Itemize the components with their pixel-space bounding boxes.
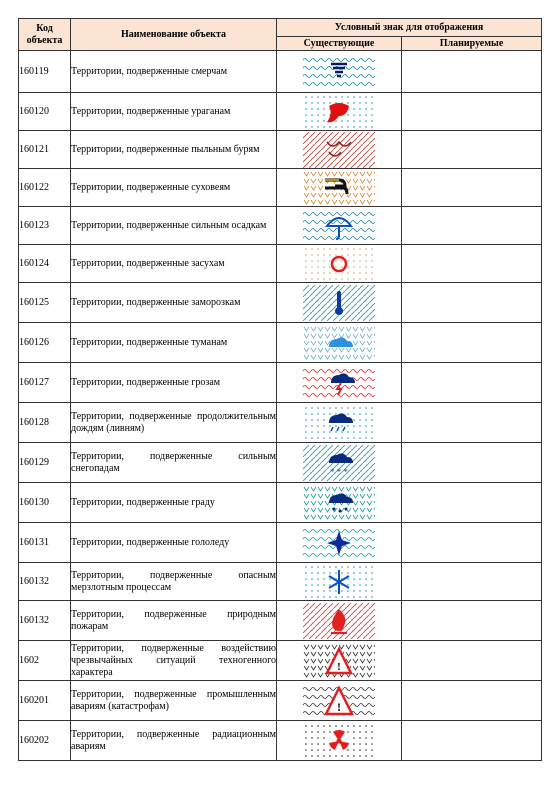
planned-symbol (402, 403, 542, 443)
table-row (19, 363, 542, 403)
existing-symbol (277, 601, 402, 641)
object-name: Территории, подверженные граду (71, 483, 277, 523)
tornado-icon (303, 54, 375, 90)
object-name: Территории, подверженные смерчам (71, 51, 277, 93)
planned-symbol (402, 641, 542, 681)
planned-symbol (402, 51, 542, 93)
object-name: Территории, подверженные туманам (71, 323, 277, 363)
object-code: 160123 (19, 207, 71, 245)
table-row (19, 207, 542, 245)
object-code: 160131 (19, 523, 71, 563)
planned-symbol (402, 245, 542, 283)
existing-symbol (277, 363, 402, 403)
planned-symbol (402, 323, 542, 363)
table-row (19, 131, 542, 169)
object-code: 160132 (19, 601, 71, 641)
object-code: 160201 (19, 681, 71, 721)
existing-symbol (277, 131, 402, 169)
planned-symbol (402, 93, 542, 131)
planned-symbol (402, 721, 542, 761)
snow-cloud-icon (303, 445, 375, 481)
object-name: Территории, подверженные воздействию чрезвычайных ситуаций техногенного характера (71, 641, 277, 681)
object-code: 160122 (19, 169, 71, 207)
svg-text:* * *: * * * (330, 466, 348, 477)
existing-symbol (277, 169, 402, 207)
object-name: Территории, подверженные опасным мерзлотным процессам (71, 563, 277, 601)
existing-symbol (277, 323, 402, 363)
planned-symbol (402, 283, 542, 323)
svg-text:!: ! (337, 660, 341, 673)
table-row (19, 403, 542, 443)
planned-symbol (402, 363, 542, 403)
existing-symbol (277, 283, 402, 323)
table-row (19, 563, 542, 601)
existing-symbol (277, 403, 402, 443)
table-row (19, 443, 542, 483)
object-name: Территории, подверженные сильным осадкам (71, 207, 277, 245)
umbrella-icon (303, 208, 375, 244)
header-symbol: Условный знак для отображения (277, 19, 542, 37)
planned-symbol (402, 681, 542, 721)
dry-wind-icon (303, 170, 375, 206)
table-row (19, 641, 542, 681)
thunderstorm-icon (303, 365, 375, 401)
table-row (19, 323, 542, 363)
planned-symbol (402, 131, 542, 169)
industrial-warning-icon (303, 683, 375, 719)
object-name: Территории, подверженные радиационным авариям (71, 721, 277, 761)
existing-symbol (277, 93, 402, 131)
object-name: Территории, подверженные промышленным авариям (катастрофам) (71, 681, 277, 721)
ice-star-icon (303, 525, 375, 561)
object-name: Территории, подверженные природным пожарам (71, 601, 277, 641)
fog-cloud-icon (303, 325, 375, 361)
object-code: 160202 (19, 721, 71, 761)
table-row (19, 601, 542, 641)
object-code: 160124 (19, 245, 71, 283)
snowflake-icon (303, 564, 375, 600)
object-name: Территории, подверженные продолжительным дождям (ливням) (71, 403, 277, 443)
rain-cloud-icon (303, 405, 375, 441)
existing-symbol (277, 51, 402, 93)
planned-symbol (402, 207, 542, 245)
table-row (19, 245, 542, 283)
object-code: 160129 (19, 443, 71, 483)
existing-symbol (277, 443, 402, 483)
table-row (19, 283, 542, 323)
planned-symbol (402, 523, 542, 563)
table-row (19, 523, 542, 563)
existing-symbol (277, 563, 402, 601)
existing-symbol (277, 245, 402, 283)
object-name: Территории, подверженные засухам (71, 245, 277, 283)
object-code: 1602 (19, 641, 71, 681)
object-code: 160125 (19, 283, 71, 323)
svg-text:!: ! (337, 699, 341, 714)
hurricane-icon (303, 94, 375, 130)
existing-symbol (277, 681, 402, 721)
existing-symbol (277, 207, 402, 245)
header-existing: Существующие (277, 37, 402, 51)
object-name: Территории, подверженные ураганам (71, 93, 277, 131)
sun-icon (303, 246, 375, 282)
object-code: 160130 (19, 483, 71, 523)
object-name: Территории, подверженные сильным снегопадам (71, 443, 277, 483)
object-code: 160127 (19, 363, 71, 403)
table-row (19, 51, 542, 93)
table-row (19, 681, 542, 721)
header-code: Код объекта (19, 19, 71, 51)
object-code: 160119 (19, 51, 71, 93)
table-body (19, 51, 542, 761)
header-name: Наименование объекта (71, 19, 277, 51)
hail-cloud-icon (303, 485, 375, 521)
fire-icon (303, 603, 375, 639)
table-row (19, 483, 542, 523)
object-code: 160128 (19, 403, 71, 443)
table-row (19, 93, 542, 131)
object-name: Территории, подверженные грозам (71, 363, 277, 403)
object-code: 160132 (19, 563, 71, 601)
object-name: Территории, подверженные пыльным бурям (71, 131, 277, 169)
object-code: 160120 (19, 93, 71, 131)
header-planned: Планируемые (402, 37, 542, 51)
existing-symbol (277, 721, 402, 761)
radiation-icon (303, 723, 375, 759)
warning-triangle-icon (303, 643, 375, 679)
planned-symbol (402, 483, 542, 523)
planned-symbol (402, 169, 542, 207)
object-name: Территории, подверженные гололеду (71, 523, 277, 563)
table-row (19, 721, 542, 761)
object-code: 160126 (19, 323, 71, 363)
existing-symbol (277, 483, 402, 523)
object-name: Территории, подверженные заморозкам (71, 283, 277, 323)
hazard-legend-table (18, 18, 542, 761)
planned-symbol (402, 563, 542, 601)
object-name: Территории, подверженные суховеям (71, 169, 277, 207)
planned-symbol (402, 601, 542, 641)
dust-storm-icon (303, 132, 375, 168)
existing-symbol (277, 523, 402, 563)
table-row (19, 169, 542, 207)
planned-symbol (402, 443, 542, 483)
thermometer-icon (303, 285, 375, 321)
object-code: 160121 (19, 131, 71, 169)
existing-symbol (277, 641, 402, 681)
